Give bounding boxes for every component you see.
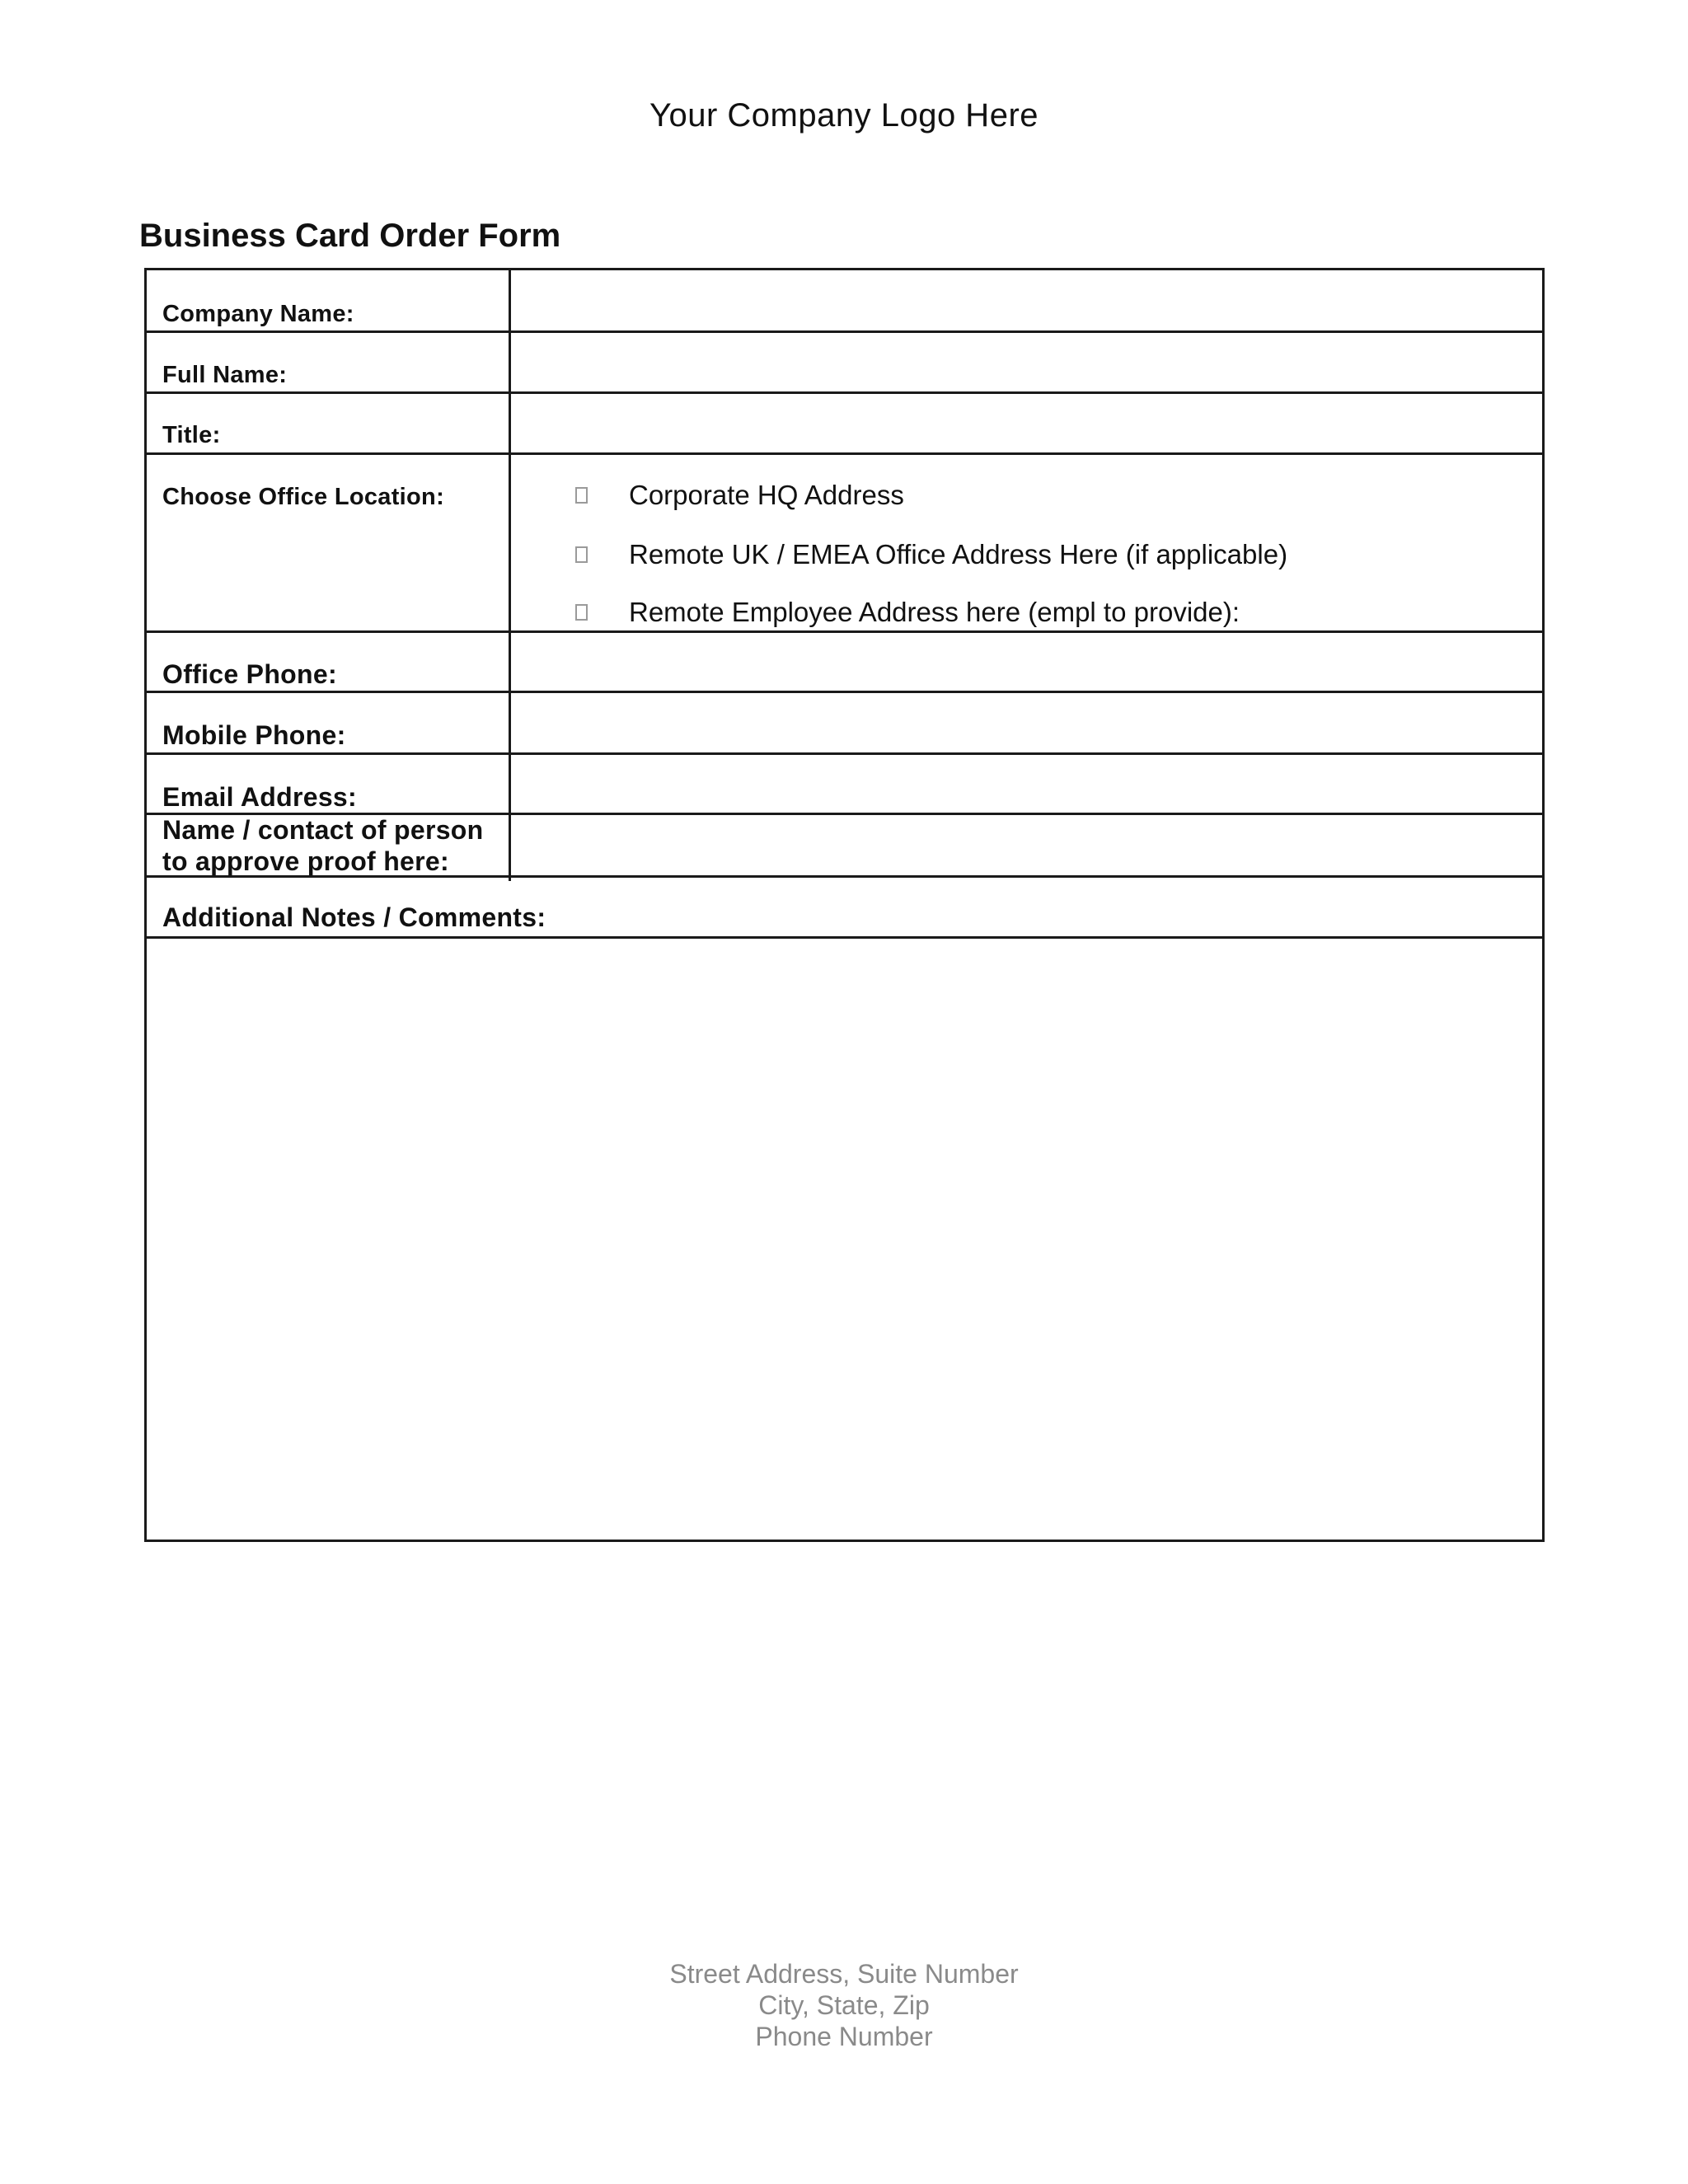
email-address-label: Email Address: <box>162 782 357 812</box>
approver-field[interactable] <box>511 815 1542 875</box>
location-option-hq-label: Corporate HQ Address <box>629 480 904 510</box>
footer-city: City, State, Zip <box>758 1990 930 2020</box>
company-logo-placeholder: Your Company Logo Here <box>649 97 1039 134</box>
notes-field[interactable] <box>147 939 1542 1540</box>
title-field[interactable] <box>511 394 1542 452</box>
email-address-field[interactable] <box>511 755 1542 813</box>
approver-label-line1: Name / contact of person <box>162 815 484 845</box>
office-phone-label: Office Phone: <box>162 659 337 689</box>
location-option-remote-employee-label: Remote Employee Address here (empl to provide): <box>629 597 1240 627</box>
approver-label-line2: to approve proof here: <box>162 846 449 876</box>
footer-phone: Phone Number <box>755 2022 933 2051</box>
location-option-uk-emea[interactable] <box>575 539 1287 570</box>
checkbox-icon[interactable] <box>575 604 588 621</box>
full-name-label: Full Name: <box>162 362 288 388</box>
location-option-hq[interactable] <box>575 480 904 511</box>
notes-label: Additional Notes / Comments: <box>162 902 546 932</box>
mobile-phone-label: Mobile Phone: <box>162 720 346 750</box>
mobile-phone-field[interactable] <box>511 693 1542 752</box>
form-title: Business Card Order Form <box>139 218 561 254</box>
approver-label <box>162 814 484 877</box>
checkbox-icon[interactable] <box>575 487 588 504</box>
company-address-footer <box>0 1958 1688 2052</box>
location-option-uk-emea-label: Remote UK / EMEA Office Address Here (if applicable) <box>629 539 1288 569</box>
location-option-remote-employee[interactable] <box>575 597 1240 628</box>
footer-street: Street Address, Suite Number <box>669 1959 1019 1989</box>
checkbox-icon[interactable] <box>575 546 588 563</box>
office-phone-field[interactable] <box>511 633 1542 691</box>
office-location-label: Choose Office Location: <box>162 484 445 510</box>
title-label: Title: <box>162 422 221 448</box>
company-name-label: Company Name: <box>162 301 354 327</box>
company-name-field[interactable] <box>511 270 1542 330</box>
full-name-field[interactable] <box>511 333 1542 391</box>
order-form-table <box>144 268 1545 1542</box>
row-divider <box>147 452 1542 455</box>
